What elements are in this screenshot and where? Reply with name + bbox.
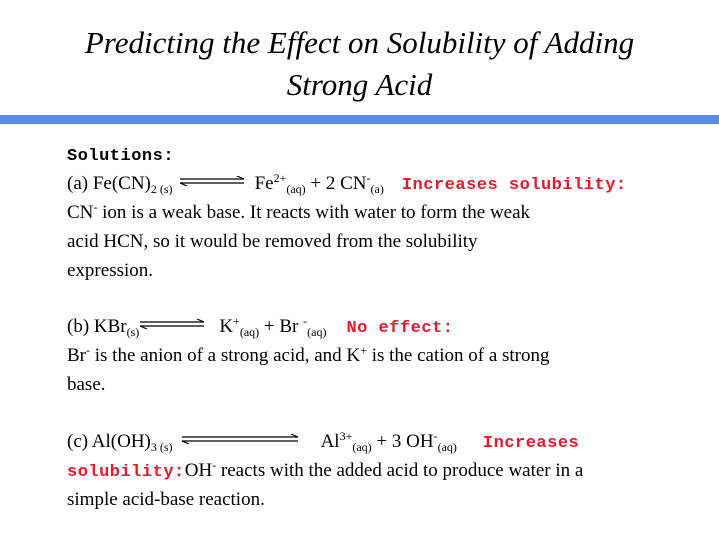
reactant-a: (a) Fe(CN) — [67, 173, 151, 194]
equation-b: (b) KBr$_{(s)}$ $K^+_{(aq)} + Br$ -$_{(aq)}$ No effect: — [67, 314, 454, 339]
equilibrium-arrow-icon — [179, 176, 245, 186]
product-a-2: + 2 CN — [305, 173, 367, 194]
solutions-heading: Solutions: — [67, 147, 175, 166]
explanation-a-line-2: acid HCN, so it would be removed from the solubility — [67, 231, 478, 252]
equilibrium-arrow-icon — [139, 319, 205, 329]
verdict-a: Increases solubility: — [401, 176, 627, 195]
title-line-2: Strong Acid — [286, 67, 433, 102]
equilibrium-arrow-icon — [181, 434, 299, 444]
equation-c: (c) $Al(OH)_{3 (s)}$ $Al^{3+}_{(aq)} + 3$ $OH^-_{(aq)}$ Increases — [67, 429, 580, 454]
title-divider — [0, 115, 719, 124]
explanation-c-line-2: simple acid-base reaction. — [67, 489, 265, 510]
explanation-c-line-1: solubility:OH- reacts with the added acid to produce water in a — [67, 458, 584, 482]
product-c-2: + 3 OH — [371, 431, 434, 452]
explanation-b-line-2: base. — [67, 374, 106, 395]
verdict-b: No effect: — [346, 319, 454, 338]
reactant-b: (b) KBr — [67, 316, 127, 337]
explanation-b-line-1: Br- is the anion of a strong acid, and K+ is the cation of a strong — [67, 343, 550, 366]
equation-a: (a) $Fe(CN)_{2 (s)}$ $Fe^{2+}_{(aq)} + 2$ $CN^-_{(a)}$ Increases solubility: — [67, 171, 627, 196]
page-title — [0, 22, 719, 106]
verdict-c: Increases — [482, 434, 580, 453]
product-a-1: Fe — [254, 173, 274, 194]
verdict-c-continued: solubility: — [67, 463, 185, 482]
title-line-1: Predicting the Effect on Solubility of Adding — [84, 25, 635, 60]
explanation-a-line-1: CN- ion is a weak base. It reacts with water to form the weak — [67, 200, 531, 223]
product-c-1: Al — [320, 431, 340, 452]
reactant-c: (c) Al(OH) — [67, 431, 151, 452]
explanation-a-line-3: expression. — [67, 260, 154, 281]
product-b-2: + Br — [259, 316, 304, 337]
product-b-1: K — [219, 316, 234, 337]
